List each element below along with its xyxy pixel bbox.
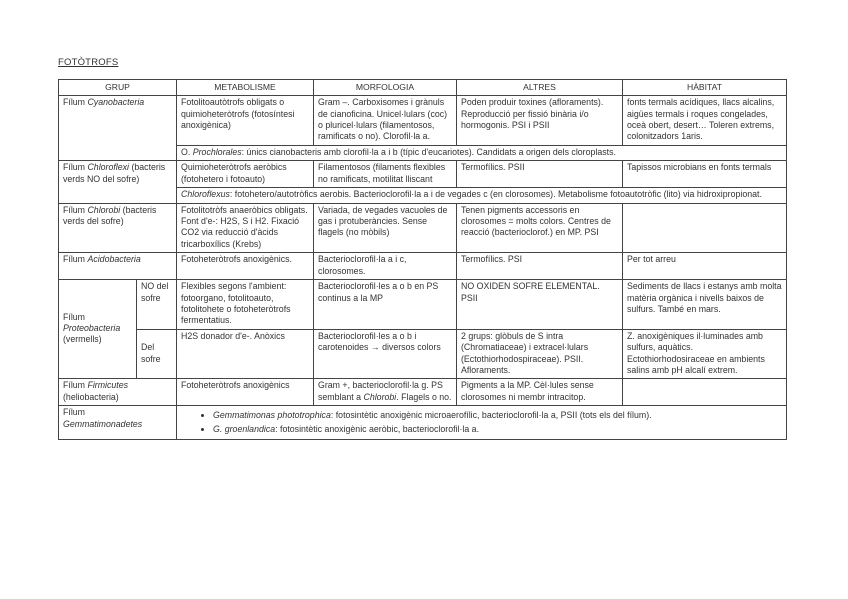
header-row bbox=[59, 80, 787, 96]
table-row bbox=[59, 161, 787, 188]
cell-altres: Termofílics. PSII bbox=[457, 161, 623, 188]
header-morfologia: MORFOLOGIA bbox=[314, 80, 457, 96]
header-metabolisme: METABOLISME bbox=[177, 80, 314, 96]
table-row bbox=[59, 329, 787, 379]
cell-altres: NO OXIDEN SOFRE ELEMENTAL. PSII bbox=[457, 280, 623, 330]
cell-metabolisme: Fotoheteròtrofs anoxigènics. bbox=[177, 253, 314, 280]
cell-habitat: fonts termals acídiques, llacs alcalins, aigües termals i roques congelades, oceà obert, desert… Toleren extrems, colonitzadors 1aris. bbox=[623, 96, 787, 146]
cell-group-proteobacteria: Fílum Proteobacteria (vermells) bbox=[59, 280, 137, 379]
table-row bbox=[59, 280, 787, 330]
cell-group-gemmatimonadetes: Fílum Gemmatimonadetes bbox=[59, 406, 177, 440]
cell-habitat: Per tot arreu bbox=[623, 253, 787, 280]
cell-metabolisme: Quimioheteròtrofs aeròbics (fotohetero i fotoauto) bbox=[177, 161, 314, 188]
cell-altres: Pigments a la MP. Cèl·lules sense clorosomes ni membr intracitop. bbox=[457, 379, 623, 406]
cell-altres: Termofílics. PSI bbox=[457, 253, 623, 280]
table-row bbox=[59, 96, 787, 146]
list-item: • Gemmatimonas phototrophica: fotosintètic anoxigènic microaerofílic, bacterioclorofil·la a, PSII (tots els del fílum). bbox=[213, 410, 782, 421]
cell-group-firmicutes: Fílum Firmicutes (heliobacteria) bbox=[59, 379, 177, 406]
gemma-bullet-list bbox=[181, 410, 782, 435]
table-row bbox=[59, 406, 787, 440]
arrow-right-icon: → bbox=[370, 342, 380, 353]
table-row bbox=[59, 379, 787, 406]
cell-habitat bbox=[623, 203, 787, 253]
cell-morfologia: Filamentosos (filaments flexibles no ramificats, motilitat lliscant bbox=[314, 161, 457, 188]
cell-morfologia: Bacterioclorofil·les a o b i carotenoides → diversos colors bbox=[314, 329, 457, 379]
cell-group-acidobacteria: Fílum Acidobacteria bbox=[59, 253, 177, 280]
cell-note-chloroflexus: Chloroflexus: fotohetero/autotròfics aerobis. Bacterioclorofil·la a i de vegades c (en clorosomes). Metabolisme fotoautotròfic (lito) via hidroxipropionat. bbox=[177, 188, 787, 203]
cell-morfologia: Bacterioclorofil·la a i c, clorosomes. bbox=[314, 253, 457, 280]
cell-subgroup-no-sofre: NO del sofre bbox=[137, 280, 177, 330]
table-row bbox=[59, 253, 787, 280]
cell-subgroup-del-sofre: Del sofre bbox=[137, 329, 177, 379]
cell-metabolisme: Flexibles segons l'ambient: fotoorgano, fotolitoauto, fotolitohete o fotoheteròtrofs fermentatius. bbox=[177, 280, 314, 330]
cell-note-prochlorales: O. Prochlorales: únics cianobacteris amb clorofil·la a i b (típic d'eucariotes). Candidats a origen dels cloroplasts. bbox=[177, 145, 787, 160]
cell-altres: 2 grups: glòbuls de S intra (Chromatiaceae) i extracel·lulars (Ectothiorhodospiraceae). PSII. Afloraments. bbox=[457, 329, 623, 379]
header-grup: GRUP bbox=[59, 80, 177, 96]
cell-metabolisme: Fotolitoautòtrofs obligats o quimioheteròtrofs (fotosíntesi anoxigènica) bbox=[177, 96, 314, 146]
cell-habitat: Tapissos microbians en fonts termals bbox=[623, 161, 787, 188]
page-title: FOTÒTROFS bbox=[58, 57, 119, 68]
cell-metabolisme: Fotoheteròtrofs anoxigènics bbox=[177, 379, 314, 406]
cell-morfologia: Gram –. Carboxisomes i grànuls de cianoficina. Unicel·lulars (coc) o pluricel·lulars (filamentosos, ramificats o no). Clorofil·la a. bbox=[314, 96, 457, 146]
phototrophs-table bbox=[58, 79, 787, 440]
cell-morfologia: Bacterioclorofil·les a o b en PS continus a la MP bbox=[314, 280, 457, 330]
cell-metabolisme: H2S donador d'e-. Anòxics bbox=[177, 329, 314, 379]
cell-altres: Tenen pigments accessoris en clorosomes = molts colors. Centres de reacció (bacterioclorof.) en MP. PSI bbox=[457, 203, 623, 253]
cell-group-cyanobacteria: Fílum Cyanobacteria bbox=[59, 96, 177, 161]
cell-altres: Poden produir toxines (afloraments). Reproducció per fissió binària i/o hormogonis. PSI i PSII bbox=[457, 96, 623, 146]
cell-habitat bbox=[623, 379, 787, 406]
cell-morfologia: Gram +, bacterioclorofil·la g. PS semblant a Chlorobi. Flagels o no. bbox=[314, 379, 457, 406]
cell-habitat: Z. anoxigèniques il·luminades amb sulfurs, aquàtics. Ectothiorhodosiraceae en ambients salins amb pH alcalí extrem. bbox=[623, 329, 787, 379]
table-row bbox=[59, 203, 787, 253]
cell-group-chlorobi: Fílum Chlorobi (bacteris verds del sofre) bbox=[59, 203, 177, 253]
cell-gemmatimonadetes-notes bbox=[177, 406, 787, 440]
cell-morfologia: Variada, de vegades vacuoles de gas i protuberàncies. Sense flagels (no mòbils) bbox=[314, 203, 457, 253]
cell-group-chloroflexi: Fílum Chloroflexi (bacteris verds NO del sofre) bbox=[59, 161, 177, 203]
list-item: • G. groenlandica: fotosintètic anoxigènic aeròbic, bacterioclorofil·la a. bbox=[213, 424, 782, 435]
cell-metabolisme: Fotolitotròfs anaeròbics obligats. Font d'e-: H2S, S i H2. Fixació CO2 via reducció d'àcids tricarboxílics (Krebs) bbox=[177, 203, 314, 253]
header-altres: ALTRES bbox=[457, 80, 623, 96]
header-habitat: HÀBITAT bbox=[623, 80, 787, 96]
cell-habitat: Sediments de llacs i estanys amb molta matèria orgànica i nivells baixos de sulfurs. També en mars. bbox=[623, 280, 787, 330]
